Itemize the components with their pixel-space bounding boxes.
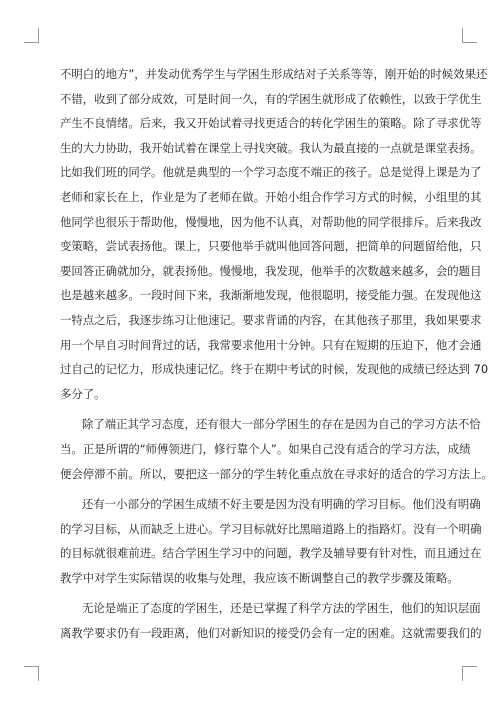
paragraph [60,62,489,406]
crop-mark-top-right [462,28,477,43]
paragraph-line: 一特点之后，我逐步练习让他速记。要求背诵的内容，在其他孩子那里，我如果要求 [60,312,482,327]
paragraph-line: 用一个早自习时间背过的话，我常要求他用十分钟。只有在短期的压迫下，他才会通 [60,337,482,352]
paragraph-line: 的学习目标，从而缺乏上进心。学习目标就好比黑暗道路上的指路灯。没有一个明确 [60,521,482,536]
paragraph [60,492,482,590]
paragraph-line: 生的大力协助，我开始试着在课堂上寻找突破。我认为最直接的一点就是课堂表扬。 [60,140,482,155]
paragraph-line: 当。正是所谓的“师傅领进门，修行靠个人”。如果自己没有适合的学习方法，成绩 [60,441,471,456]
paragraph-line: 多分了。 [60,386,106,401]
crop-mark-bottom-left [24,666,39,681]
paragraph-line: 离教学要求仍有一段距离，他们对新知识的接受仍会有一定的困难。这就需要我们的 [60,626,482,641]
paragraph-line: 的目标就很难前进。结合学困生学习中的问题，教学及辅导要有针对性，而且通过在 [60,546,482,561]
paragraph-line: 便会停滞不前。所以，要把这一部分的学生转化重点放在寻求好的适合的学习方法上。 [60,466,493,481]
paragraph-line: 比如我们班的同学。他就是典型的一个学习态度不端正的孩子。总是觉得上课是为了 [60,165,482,180]
paragraph [60,412,493,486]
document-body [60,62,493,646]
paragraph-line: 产生不良情绪。后来，我又开始试着寻找更适合的转化学困生的策略。除了寻求优等 [60,116,482,131]
paragraph-line: 不明白的地方”，并发动优秀学生与学困生形成结对子关系等等，刚开始的时候效果还 [60,67,488,81]
paragraph-line: 也是越来越多。一段时间下来，我渐渐地发现，他很聪明，接受能力强。在发现他这 [60,288,482,303]
crop-mark-top-left [24,28,39,43]
paragraph-line: 变策略，尝试表扬他。课上，只要他举手就叫他回答问题，把简单的问题留给他，只 [60,239,482,254]
paragraph-line: 除了端正其学习态度，还有很大一部分学困生的存在是因为自己的学习方法不恰 [82,417,481,432]
paragraph-line: 过自己的记忆力，形成快速记忆。终于在期中考试的时候，发现他的成绩已经达到 70 [60,362,489,377]
paragraph-line: 无论是端正了态度的学困生，还是已掌握了科学方法的学困生，他们的知识层面 [82,601,481,616]
paragraph-line: 教学中对学生实际错误的收集与处理，我应该不断调整自己的教学步骤及策略。 [60,570,459,585]
paragraph-line: 老师和家长在上，作业是为了老师在做。开始小组合作学习方式的时候，小组里的其 [60,189,482,204]
paragraph-line: 不错，收到了部分成效，可是时间一久，有的学困生就形成了依赖性，以致于学优生 [60,91,482,106]
paragraph-line: 要回答正确就加分，就表扬他。慢慢地，我发现，他举手的次数越来越多，会的题目 [60,263,482,278]
paragraph-line: 还有一小部分的学困生成绩不好主要是因为没有明确的学习目标。他们没有明确 [82,497,481,512]
crop-mark-bottom-right [462,666,477,681]
paragraph [60,596,482,645]
paragraph-line: 他同学也很乐于帮助他，慢慢地，因为他不认真，对帮助他的同学很排斥。后来我改 [60,214,482,229]
